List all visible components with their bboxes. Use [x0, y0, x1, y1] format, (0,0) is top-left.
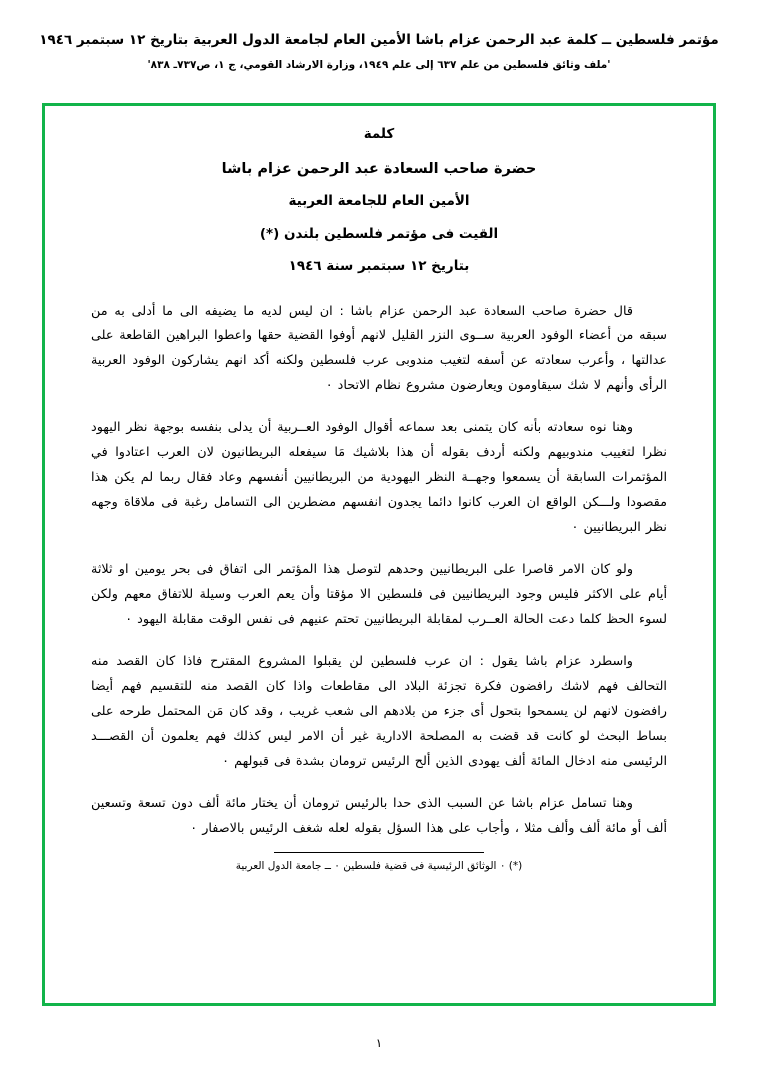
- speech-heading-line-5: بتاريخ ١٢ سبتمبر سنة ١٩٤٦: [288, 258, 470, 274]
- paragraph: وهنا تسامل عزام باشا عن السبب الذى حدا بالرئيس ترومان أن يختار مائة ألف دون تسعة وتسعين ألف أو مائة ألف وألف مثلا ، وأجاب على هذا السؤل بقوله لعله شغف الرئيس بالاصفار ٠: [91, 795, 667, 836]
- paragraph: ولو كان الامر قاصرا على البريطانيين وحدهم لتوصل هذا المؤتمر الى اتفاق فى بحر يومين او ثلاثة أيام على الاكثر فليس وجود البريطانيين فى فلسطين الا مؤقتا وأن يعم العرب وسيلة للاتفاق معهم ولكن لسوء الحظ كلما دعت الحالة العــرب لمقابلة البريطانيين تحتم عنيهم فى نفس الوقت مقابلة اليهود ٠: [91, 562, 667, 627]
- speech-heading-block: [91, 128, 667, 274]
- document-source-citation: 'ملف وثائق فلسطين من علم ٦٣٧ إلى علم ١٩٤٩، وزارة الارشاد القومي، ج ١، ص٧٣٧ـ ٨٣٨': [147, 59, 611, 72]
- footnote-text: (*) ٠ الوثائق الرئيسية فى قضية فلسطين ٠ ــ جامعة الدول العربية: [235, 859, 523, 872]
- speech-heading-line-1: كلمة: [363, 126, 395, 142]
- speech-heading-line-4: القيت فى مؤتمر فلسطين بلندن (*): [259, 225, 499, 242]
- paragraph: وهنا نوه سعادته بأنه كان يتمنى بعد سماعه أقوال الوفود العــربية أن يدلى بنفسه بوجهة نظر اليهود نظرا لتغييب مندوبيهم ولكنه أردف بقوله أن هذا بلاشيك مَا سيفعله البريطانيون لان العرب اعتادوا في المؤتمرات السابقة أن يسمعوا وجهــة النظر اليهودية من البريطانيين أنفسهم وعاد فقال ربما لم يكن هذا مقصودا ولـــكن الواقع ان العرب كانوا دائما يجدون انفسهم مضطرين الى التسامل رغبة فى ملاقاة وجهه نظر البريطانيين ٠: [91, 420, 667, 536]
- paragraph: قال حضرة صاحب السعادة عبد الرحمن عزام باشا : ان ليس لديه ما يضيفه الى ما أدلى به من سبقه من أعضاء الوفود العربية ســوى النزر القليل لانهم أوفوا القضية حقها واعطوا البراهين القاطعة على عدالتها ، وأعرب سعادته عن أسفه لتغيب مندوبى عرب فلسطين ولكنه أكد انهم يشاركون الوفود العربية الرأى وأنهم لا شك سيقاومون ويعارضون مشروع نظام الاتحاد ٠: [91, 303, 667, 394]
- green-bordered-content-frame: [42, 103, 716, 1006]
- document-title: مؤتمر فلسطين ــ كلمة عبد الرحمن عزام باشا الأمين العام لجامعة الدول العربية بتاريخ ١٢ سبتمبر ١٩٤٦: [39, 32, 719, 48]
- speech-heading-line-3: الأمين العام للجامعة العربية: [288, 193, 470, 209]
- footnote-divider: [274, 852, 484, 853]
- page-number: ١: [375, 1036, 383, 1050]
- speech-body: [91, 300, 667, 842]
- frame-inner-content: [45, 106, 713, 1003]
- page-header: [0, 0, 758, 71]
- speech-heading-line-2: حضرة صاحب السعادة عبد الرحمن عزام باشا: [221, 160, 537, 177]
- paragraph: واسطرد عزام باشا يقول : ان عرب فلسطين لن يقبلوا المشروع المقترح فاذا كان القصد منه التحالف فهم لاشك رافضون فكرة تجزئة البلاد الى مقاطعات واذا كان القصد منه للتقسيم فهم أيضا رافضون لانهم لن يسمحوا بتحول أى جزء من بلادهم الى شعب غريب ، وقد كان مَن المحتمل طرحه على بساط البحث لو كانت قد قضت به المصلحة الادارية غير أن الامر ليس كذلك فهم يعلمون أن القصـــد الرئيسى منه ادخال المائة ألف يهودى الذين ألح الرئيس ترومان بشدة فى قبولهم ٠: [91, 653, 667, 769]
